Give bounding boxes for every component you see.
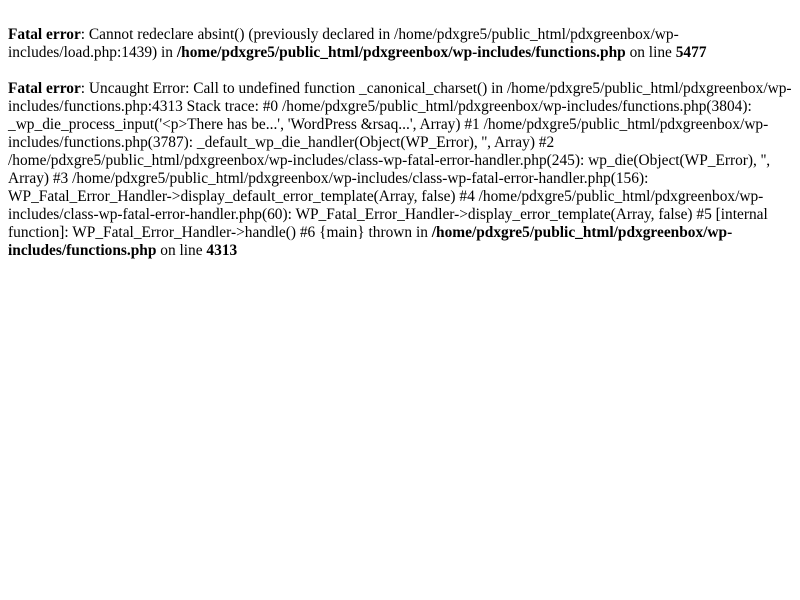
fatal-error-message-1	[8, 26, 792, 62]
error-text: : Cannot redeclare absint() (previously declared in /home/pdxgre5/public_html/pdxgreenbox/wp-includes/load.php:1439) in	[8, 26, 679, 61]
error-label: Fatal error	[8, 80, 81, 97]
error-file-path: /home/pdxgre5/public_html/pdxgreenbox/wp-includes/functions.php	[176, 44, 626, 61]
on-line-text: on line	[625, 44, 676, 61]
error-label: Fatal error	[8, 26, 81, 43]
error-page	[0, 0, 800, 260]
error-line-number: 4313	[206, 242, 238, 259]
on-line-text: on line	[156, 242, 207, 259]
error-file-path: /home/pdxgre5/public_html/pdxgreenbox/wp-includes/functions.php	[8, 224, 733, 259]
fatal-error-message-2	[8, 80, 792, 260]
error-line-number: 5477	[675, 44, 707, 61]
error-text: : Uncaught Error: Call to undefined function _canonical_charset() in /home/pdxgre5/public_html/pdxgreenbox/wp-includes/functions.php:4313 Stack trace: #0 /home/pdxgre5/public_html/pdxgreenbox/wp-includes/functions.php(3804): _wp_die_process_input('<p>There has be...', 'WordPress &rsaq...', Array) #1 /home/pdxgre5/public_html/pdxgreenbox/wp-includes/functions.php(3787): _default_wp_die_handler(Object(WP_Error), '', Array) #2 /home/pdxgre5/public_html/pdxgreenbox/wp-includes/class-wp-fatal-error-handler.php(245): wp_die(Object(WP_Error), '', Array) #3 /home/pdxgre5/public_html/pdxgreenbox/wp-includes/class-wp-fatal-error-handler.php(156): WP_Fatal_Error_Handler->display_default_error_template(Array, false) #4 /home/pdxgre5/public_html/pdxgreenbox/wp-includes/class-wp-fatal-error-handler.php(60): WP_Fatal_Error_Handler->display_error_template(Array, false) #5 [internal function]: WP_Fatal_Error_Handler->handle() #6 {main} thrown in	[8, 80, 792, 241]
